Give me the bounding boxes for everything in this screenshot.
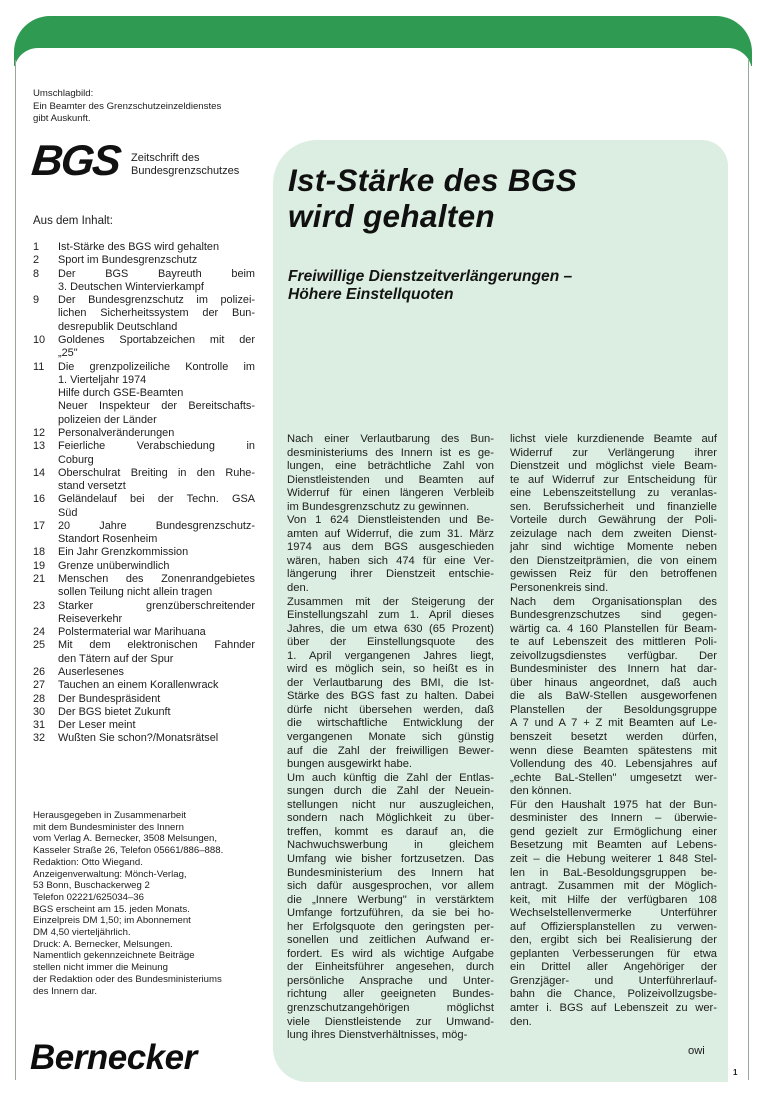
toc-item: [33, 639, 255, 666]
publisher-info: [33, 810, 265, 997]
article-line: grenzschutzangehörigen möglichst: [287, 1001, 494, 1014]
toc-page-number: 21: [33, 573, 46, 586]
toc-item: [33, 679, 255, 692]
article-line: ein Drittel aller Angehöriger der: [510, 961, 717, 974]
author-signature: owi: [688, 1045, 705, 1057]
toc-title-line: Der BGS bietet Zukunft: [58, 705, 171, 718]
article-line: Widerruf für einen längeren Verbleib: [287, 487, 494, 500]
article-line: zeizulage nach dem zweiten Dienst-: [510, 527, 717, 540]
toc-title-line: desrepublik Deutschland: [58, 320, 178, 333]
toc-item: [33, 560, 255, 573]
article-line: sich dafür ausgesprochen, vor allem: [287, 880, 494, 893]
toc-title-line: 1. Vierteljahr 1974: [58, 373, 147, 386]
article-line: benszeit besetzt werden dürfen,: [510, 731, 717, 744]
article-line: keit, mit Hilfe der verfügbaren 108: [510, 893, 717, 906]
toc-item: [33, 666, 255, 679]
toc-title-line: Die grenzpolizeiliche Kontrolle im: [58, 360, 255, 373]
toc-page-number: 26: [33, 666, 46, 678]
publisher-line: Herausgegeben in Zusammenarbeit: [33, 810, 187, 821]
article-line: den, ergibt sich bei Realisierung der: [510, 934, 717, 947]
article-line: Besetzung mit Beamten auf Lebens-: [510, 839, 717, 852]
article-line: sungen durch die Zahl der Neuein-: [287, 785, 494, 798]
article-line: geplanten Verbesserungen für etwa: [510, 947, 717, 960]
article-line: auf Offiziersplanstellen zu verwen-: [510, 920, 717, 933]
toc-title-line: sollen Teilung nicht allein tragen: [58, 586, 213, 599]
article-line: über hinaus angeordnet, daß auch: [510, 676, 717, 689]
toc-title-line: Der BGS Bayreuth beim: [58, 267, 255, 280]
article-line: Personenkreis sind.: [510, 582, 609, 595]
toc-item: [33, 706, 255, 719]
article-line: dürfe nicht übersehen werden, daß: [287, 703, 494, 716]
toc-page-number: [33, 387, 58, 400]
article-line: viele Dienstleistende zur Umwand-: [287, 1015, 494, 1028]
toc-title-line: Oberschulrat Breiting in den Ruhe-: [58, 466, 255, 479]
article-line: Jahres, die um etwa 630 (65 Prozent): [287, 622, 494, 635]
publisher-line: Anzeigenverwaltung: Mönch-Verlag,: [33, 868, 187, 880]
article-line: Bundesgrenzschutzes sind gegen-: [510, 609, 717, 622]
publisher-line: Kasseler Straße 26, Telefon 05661/886–888.: [33, 845, 224, 857]
subheadline-line: Höhere Einstellquoten: [288, 286, 454, 303]
article-line: len in BaL-Besoldungsgruppen be-: [510, 866, 717, 879]
article-line: fordert. Es wird als wichtige Aufgabe: [287, 947, 494, 960]
toc-page-number: 11: [33, 360, 45, 373]
article-line: lungen, eine beträchtliche Zahl von: [287, 460, 494, 473]
publisher-line: Einzelpreis DM 1,50; im Abonnement: [33, 915, 191, 927]
toc-title-line: Ein Jahr Grenzkommission: [58, 546, 189, 559]
article-line: die als BaW-Stellen ausgeworfenen: [510, 690, 717, 703]
article-line: treffen, kommt es darauf an, die: [287, 825, 494, 838]
toc-title-line: Mit dem elektronischen Fahnder: [58, 639, 255, 652]
toc-title-line: Menschen des Zonenrandgebietes: [58, 573, 255, 586]
article-line: Umfang wie bisher fortzusetzen. Das: [287, 852, 494, 865]
publisher-line: mit dem Bundesminister des Innern: [33, 821, 184, 833]
article-line: Vorteile durch Gewährung der Poli-: [510, 514, 717, 527]
article-line: Vollendung des 40. Lebensjahres auf: [510, 758, 717, 771]
toc-item: [33, 493, 255, 520]
toc-title-line: Personalveränderungen: [58, 426, 175, 439]
toc-item: [33, 254, 255, 267]
toc-page-number: 30: [33, 705, 46, 718]
article-column-left: [287, 433, 494, 1043]
article-line: desministeriums des Innern ist es ge-: [287, 446, 494, 459]
article-line: amter i. BGS auf Lebenszeit zu wer-: [510, 1001, 717, 1014]
article-line: sen. Berufssicherheit und finanzielle: [510, 500, 717, 513]
article-line: lichst viele kurzdienende Beamte auf: [510, 433, 717, 445]
article-line: Umfange fortzuführen, da sie bei ho-: [287, 907, 494, 920]
magazine-subtitle-line: Bundesgrenzschutzes: [131, 164, 240, 177]
article-line: Einstellungszahl zum 1. April dieses: [287, 609, 494, 622]
toc-item: [33, 546, 255, 559]
toc-page-number: 25: [33, 639, 46, 652]
toc-title-line: Grenze unüberwindlich: [58, 559, 170, 572]
toc-title-line: Auserlesenes: [58, 666, 124, 678]
article-line: wärtig ca. 4 160 Planstellen für Beam-: [510, 622, 717, 635]
toc-page-number: 27: [33, 679, 46, 692]
article-line: die „Innere Werbung" in verstärktem: [287, 893, 494, 906]
toc-page-number: 8: [33, 267, 40, 280]
toc-title-line: Feierliche Verabschiedung in: [58, 440, 255, 453]
article-line: Bundesminister des Innern hat dar-: [510, 663, 717, 676]
toc-page-number: 31: [33, 719, 46, 732]
article-line: Nach dem Organisationsplan des: [510, 595, 717, 608]
toc-page-number: 19: [33, 559, 46, 572]
toc-page-number: 16: [33, 493, 46, 506]
publisher-line: vom Verlag A. Bernecker, 3508 Melsungen,: [33, 833, 217, 845]
article-line: den Dienstzeitprämien, die von einem: [510, 554, 717, 567]
toc-item: [33, 268, 255, 295]
toc-page-number: 18: [33, 546, 46, 559]
toc-title-line: Der Leser meint: [58, 719, 136, 732]
article-line: wenn diese Beamten spätestens mit: [510, 744, 717, 757]
article-line: Bundesministerium des Innern hat: [287, 866, 494, 879]
page-number: 1: [733, 1068, 738, 1077]
article-line: persönliche Ansprache und Unter-: [287, 974, 494, 987]
toc-item: [33, 241, 255, 254]
toc-page-number: 12: [33, 426, 46, 439]
article-line: antragt. Zusammen mit der Möglich-: [510, 880, 717, 893]
article-line: Nach einer Verlautbarung des Bun-: [287, 433, 494, 445]
article-line: Von 1 624 Dienstleistenden und Be-: [287, 514, 494, 527]
table-of-contents: [33, 241, 255, 746]
article-line: eine Lebenszeitstellung zu veranlas-: [510, 487, 717, 500]
article-line: längerung ihrer Dienstzeit entschie-: [287, 568, 494, 581]
publisher-line: des Innern dar.: [33, 985, 98, 997]
article-line: Um auch künftig die Zahl der Entlas-: [287, 771, 494, 784]
article-line: Nachwuchswerbung in gleichem: [287, 839, 494, 852]
article-line: vergangenen Monate sich günstig: [287, 731, 494, 744]
article-line: sondern nach Möglichkeit zu über-: [287, 812, 494, 825]
article-line: gend gezielt zur Ermöglichung einer: [510, 825, 717, 838]
cover-caption: [33, 88, 283, 126]
bernecker-logo: Bernecker: [30, 1038, 197, 1077]
toc-item: [33, 387, 255, 400]
article-line: Dienstzeit und möglichst viele Beam-: [510, 460, 717, 473]
toc-item: [33, 427, 255, 440]
toc-page-number: 24: [33, 626, 46, 639]
article-line: Planstellen der Besoldungsgruppe: [510, 703, 717, 716]
toc-item: [33, 573, 255, 600]
article-line: Für den Haushalt 1975 hat der Bun-: [510, 798, 717, 811]
article-subheadline: [288, 268, 572, 304]
article-line: Stärke des BGS fast zu halten. Dabei: [287, 690, 494, 703]
article-line: wird es möglich sein, so heißt es in: [287, 663, 494, 676]
article-line: amten auf Widerruf, die zum 31. März: [287, 527, 494, 540]
publisher-line: der Redaktion oder des Bundesministeriums: [33, 973, 222, 985]
article-line: bahn die Chance, Polizeivollzugsbe-: [510, 988, 717, 1001]
toc-title-line: Der Bundespräsident: [58, 692, 161, 705]
bgs-logo: BGS: [29, 137, 122, 185]
article-line: bungen ausgewirkt habe.: [287, 758, 413, 771]
article-line: „echte BaL-Stellen" umgesetzt wer-: [510, 771, 717, 784]
article-line: gewissen Reiz für den betroffenen: [510, 568, 717, 581]
publisher-line: 53 Bonn, Buschackerweg 2: [33, 880, 150, 892]
article-line: sonellen und zeitlichen Aufwand er-: [287, 934, 494, 947]
article-line: te auf Widerruf zur Entscheidung für: [510, 473, 717, 486]
toc-item: [33, 719, 255, 732]
toc-item: [33, 361, 255, 388]
article-line: stellungen nicht nur auszugleichen,: [287, 798, 494, 811]
toc-item: [33, 520, 255, 547]
article-column-right: [510, 433, 717, 1029]
article-line: Wechselstellenvermerke Unterführer: [510, 907, 717, 920]
article-line: im Bundesgrenzschutz zu gewinnen.: [287, 500, 470, 513]
publisher-line: Telefon 02221/625034–36: [33, 891, 144, 903]
article-line: desminister des Innern – überwie-: [510, 812, 717, 825]
toc-page-number: 17: [33, 519, 46, 532]
publisher-line: Druck: A. Bernecker, Melsungen.: [33, 938, 173, 950]
toc-item: [33, 626, 255, 639]
article-line: über der Einstellungsquote des: [287, 636, 494, 649]
toc-title-line: Goldenes Sportabzeichen mit der: [58, 333, 255, 346]
article-line: her Erfolgsquote den geringsten per-: [287, 920, 494, 933]
toc-page-number: 2: [33, 254, 40, 267]
toc-title-line: den Tätern auf der Spur: [58, 652, 174, 665]
publisher-line: Redaktion: Otto Wiegand.: [33, 856, 143, 868]
toc-title-line: Polstermaterial war Marihuana: [58, 626, 206, 639]
toc-title-line: „25": [58, 347, 78, 360]
article-line: zeivollzugsdienstes verfügbar. Der: [510, 649, 717, 662]
article-line: den.: [510, 1015, 532, 1028]
toc-title-line: lichen Sicherheitssystem der Bun-: [58, 307, 255, 320]
toc-page-number: 14: [33, 466, 46, 479]
toc-title-line: Der Bundesgrenzschutz im polizei-: [58, 294, 255, 307]
article-line: Dienstleistenden und Beamten auf: [287, 473, 494, 486]
subheadline-line: Freiwillige Dienstzeitverlängerungen –: [288, 268, 573, 285]
article-line: 1974 aus dem BGS ausgeschieden: [287, 541, 494, 554]
toc-title-line: Coburg: [58, 453, 94, 466]
toc-title-line: Standort Rosenheim: [58, 533, 158, 546]
left-frame-line: [15, 60, 16, 1080]
article-line: den.: [287, 582, 309, 595]
article-line: der Einheitsführer angesehen, durch: [287, 961, 494, 974]
toc-page-number: 28: [33, 692, 46, 705]
article-line: richtung aller geeigneten Bundes-: [287, 988, 494, 1001]
toc-title-line: 20 Jahre Bundesgrenzschutz-: [58, 519, 255, 532]
headline-line: Ist-Stärke des BGS: [288, 162, 578, 198]
toc-title-line: Reiseverkehr: [58, 612, 123, 625]
toc-title-line: Süd: [58, 506, 78, 519]
toc-title-line: Tauchen an einem Korallenwrack: [58, 679, 219, 692]
toc-page-number: 1: [33, 241, 40, 253]
toc-title-line: stand versetzt: [58, 480, 126, 493]
toc-title-line: 3. Deutschen Wintervierkampf: [58, 280, 204, 293]
toc-item: [33, 400, 255, 427]
toc-page-number: 10: [33, 333, 46, 346]
article-line: zeit – die Hebung weiterer 1 848 Stel-: [510, 852, 717, 865]
article-headline: [288, 162, 577, 234]
article-line: te auf Lebenszeit des mittleren Poli-: [510, 636, 717, 649]
toc-page-number: 13: [33, 440, 46, 453]
cover-caption-line: gibt Auskunft.: [33, 113, 91, 124]
cover-caption-line: Ein Beamter des Grenzschutzeinzeldienstes: [33, 100, 222, 112]
article-line: Zusammen mit der Steigerung der: [287, 595, 494, 608]
toc-page-number: 32: [33, 732, 46, 745]
toc-item: [33, 334, 255, 361]
toc-title-line: polizeien der Länder: [58, 413, 157, 426]
toc-item: [33, 693, 255, 706]
toc-title-line: Geländelauf bei der Techn. GSA: [58, 493, 255, 506]
article-line: A 7 und A 7 + Z mit Beamten auf Le-: [510, 717, 717, 730]
article-line: jahr sind wichtige Momente neben: [510, 541, 717, 554]
toc-item: [33, 440, 255, 467]
article-line: auf die Zahl der freiwilligen Bewer-: [287, 744, 494, 757]
article-line: Widerruf zur Verlängerung ihrer: [510, 446, 717, 459]
publisher-line: BGS erscheint am 15. jeden Monats.: [33, 903, 190, 915]
toc-title-line: Hilfe durch GSE-Beamten: [58, 387, 184, 400]
magazine-subtitle-line: Zeitschrift des: [131, 152, 200, 164]
top-band-inner: [14, 48, 752, 72]
article-line: den können.: [510, 785, 572, 798]
magazine-subtitle: [131, 152, 239, 177]
publisher-line: Namentlich gekennzeichnete Beiträge: [33, 950, 195, 962]
publisher-line: stellen nicht immer die Meinung: [33, 962, 168, 974]
toc-page-number: 23: [33, 599, 46, 612]
toc-title-line: Neuer Inspekteur der Bereitschafts-: [58, 400, 255, 413]
article-line: Grenzjäger- und Unterführerlauf-: [510, 974, 717, 987]
toc-item: [33, 467, 255, 494]
right-frame-line: [748, 60, 749, 1080]
toc-page-number: 9: [33, 294, 40, 307]
contents-heading: Aus dem Inhalt:: [33, 215, 113, 227]
toc-item: [33, 294, 255, 334]
toc-title-line: Ist-Stärke des BGS wird gehalten: [58, 241, 220, 253]
headline-line: wird gehalten: [288, 198, 495, 234]
toc-item: [33, 732, 255, 745]
toc-title-line: Sport im Bundesgrenzschutz: [58, 254, 198, 267]
publisher-line: DM 4,50 vierteljährlich.: [33, 927, 131, 939]
article-line: die wirtschaftliche Entwicklung der: [287, 717, 494, 730]
article-line: der Verlautbarung des BMI, die Ist-: [287, 676, 494, 689]
toc-page-number: [33, 400, 58, 427]
article-line: wären, haben sich 474 für eine Ver-: [287, 554, 494, 567]
toc-item: [33, 600, 255, 627]
toc-title-line: Starker grenzüberschreitender: [58, 599, 255, 612]
article-line: lung ihres Dienstverhältnisses, mög-: [287, 1029, 468, 1042]
article-line: 1. April vergangenen Jahres liegt,: [287, 649, 494, 662]
cover-caption-line: Umschlagbild:: [33, 88, 94, 99]
toc-title-line: Wußten Sie schon?/Monatsrätsel: [58, 732, 219, 745]
